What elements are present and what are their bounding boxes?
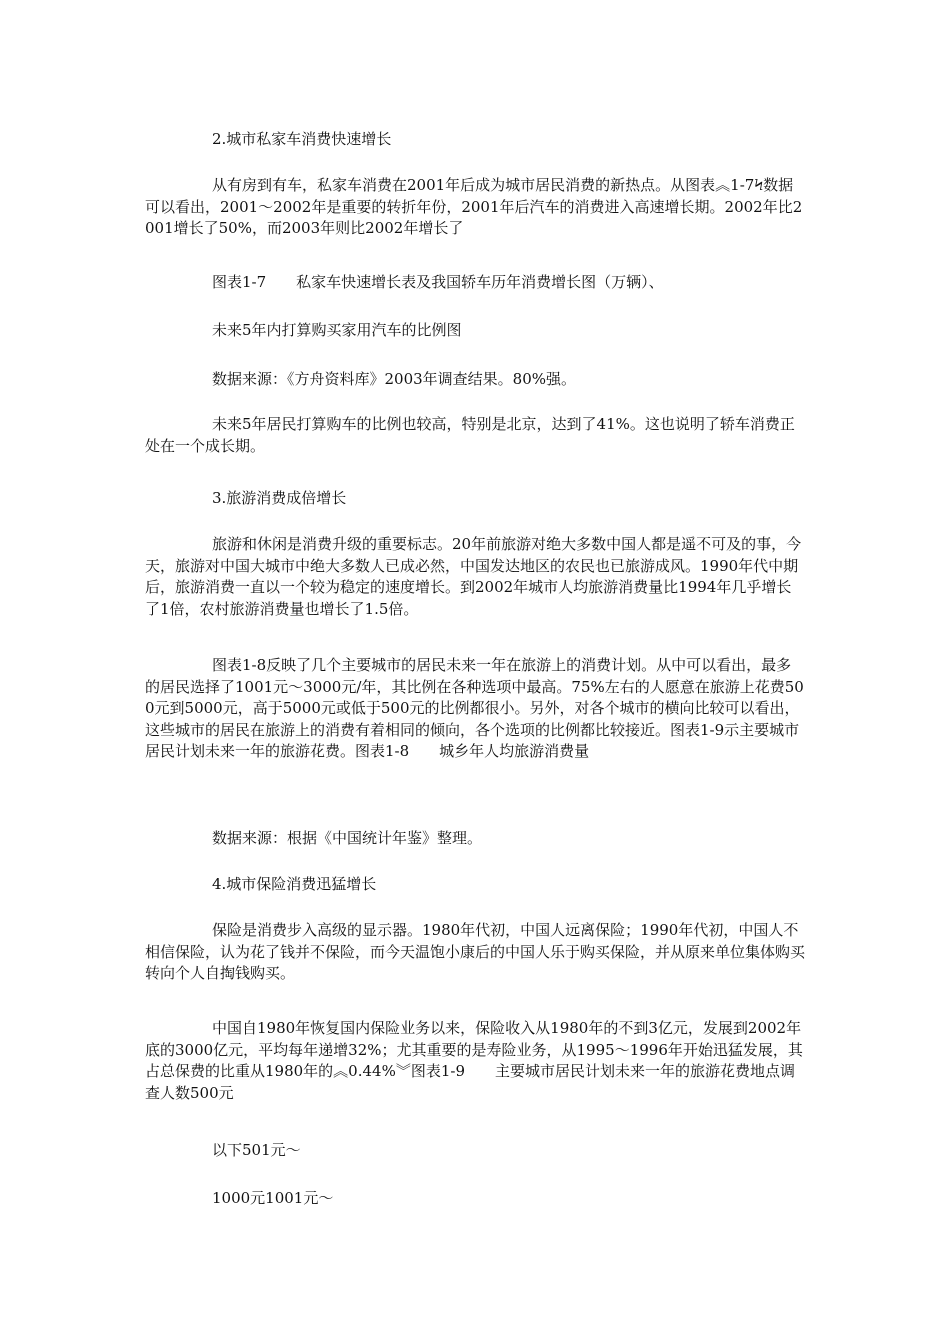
figure-caption-1-7-cont: 未来5年内打算购买家用汽车的比例图: [212, 321, 462, 339]
paragraph-car-plan: 未来5年居民打算购车的比例也较高，特别是北京，达到了41%。这也说明了轿车消费正处在一个成长期。: [145, 415, 795, 455]
table-fragment-2: 1000元1001元～: [212, 1189, 334, 1207]
paragraph-travel-growth: 旅游和休闲是消费升级的重要标志。20年前旅游对绝大多数中国人都是遥不可及的事，今天，旅游对中国大城市中绝大多数人已成必然，中国发达地区的农民也已旅游成风。1990年代中期后，旅游消费一直以一个较为稳定的速度增长。到2002年城市人均旅游消费量比1994年几乎增长了1倍，农村旅游消费量也增长了1.5倍。: [145, 535, 802, 618]
data-source-2: 数据来源：根据《中国统计年鉴》整理。: [212, 829, 483, 847]
figure-caption-1-7: 图表1-7 私家车快速增长表及我国轿车历年消费增长图（万辆）、: [212, 273, 664, 291]
section-heading-insurance: 4.城市保险消费迅猛增长: [212, 875, 377, 893]
section-heading-travel: 3.旅游消费成倍增长: [212, 489, 347, 507]
paragraph-insurance-growth: 中国自1980年恢复国内保险业务以来，保险收入从1980年的不到3亿元，发展到2002年底的3000亿元，平均每年递增32%；尤其重要的是寿险业务，从1995～1996年开始迅猛发展，其占总保费的比重从1980年的︽0.44%︾图表1-9 主要城市居民计划未来一年的旅游花费地点调查人数500元: [145, 1019, 803, 1102]
paragraph-travel-plan: 图表1-8反映了几个主要城市的居民未来一年在旅游上的消费计划。从中可以看出，最多的居民选择了1001元～3000元/年，其比例在各种选项中最高。75%左右的人愿意在旅游上花费500元到5000元，高于5000元或低于500元的比例都很小。另外，对各个城市的横向比较可以看出，这些城市的居民在旅游上的消费有着相同的倾向，各个选项的比例都比较接近。图表1-9示主要城市居民计划未来一年的旅游花费。图表1-8 城乡年人均旅游消费量: [145, 656, 804, 760]
paragraph-car-growth: 从有房到有车，私家车消费在2001年后成为城市居民消费的新热点。从图表︽1-7Ϟ数据可以看出，2001～2002年是重要的转折年份，2001年后汽车的消费进入高速增长期。2002年比2001增长了50%，而2003年则比2002年增长了: [145, 176, 803, 237]
table-fragment-1: 以下501元～: [212, 1141, 301, 1159]
section-heading-car: 2.城市私家车消费快速增长: [212, 130, 392, 148]
data-source-1: 数据来源：《方舟资料库》2003年调查结果。80%强。: [212, 370, 577, 388]
paragraph-insurance-intro: 保险是消费步入高级的显示器。1980年代初，中国人远离保险；1990年代初，中国人不相信保险，认为花了钱并不保险，而今天温饱小康后的中国人乐于购买保险，并从原来单位集体购买转向个人自掏钱购买。: [145, 921, 806, 982]
